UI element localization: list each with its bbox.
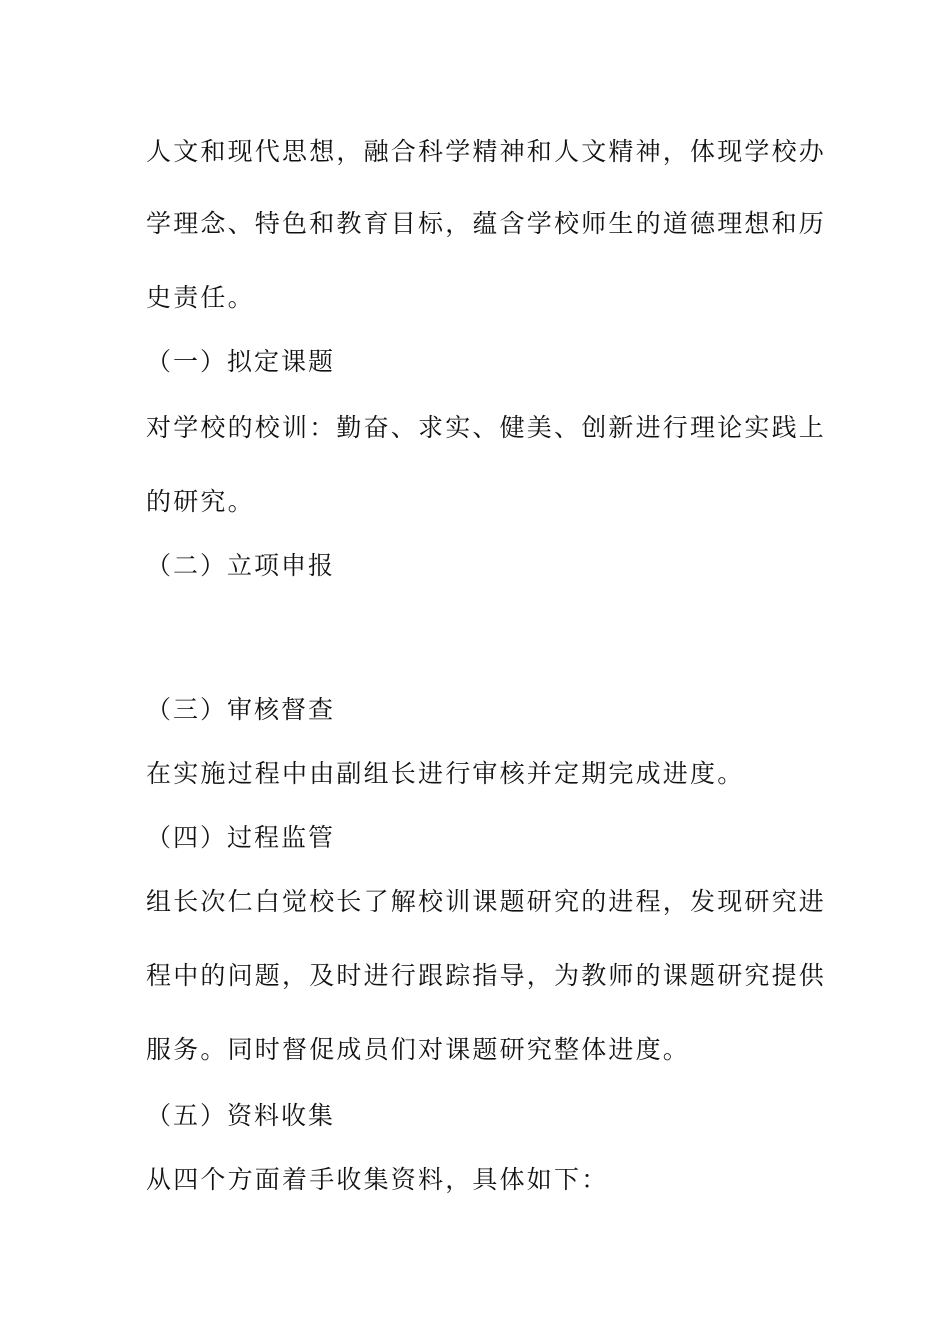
paragraph-line: 服务。同时督促成员们对课题研究整体进度。 — [146, 1035, 691, 1064]
paragraph-line: 对学校的校训：勤奋、求实、健美、创新进行理论实践上 — [146, 413, 827, 442]
paragraph-line: 史责任。 — [146, 283, 255, 312]
paragraph-line: 人文和现代思想，融合科学精神和人文精神，体现学校办 — [146, 137, 827, 166]
section-heading: （三）审核督查 — [146, 695, 336, 724]
paragraph-line: 组长次仁白觉校长了解校训课题研究的进程，发现研究进 — [146, 887, 827, 916]
paragraph-line: 从四个方面着手收集资料，具体如下： — [146, 1165, 609, 1194]
section-heading: （五）资料收集 — [146, 1101, 336, 1130]
section-heading: （四）过程监管 — [146, 823, 336, 852]
section-heading: （二）立项申报 — [146, 551, 336, 580]
paragraph-line: 在实施过程中由副组长进行审核并定期完成进度。 — [146, 759, 745, 788]
paragraph-line: 程中的问题，及时进行跟踪指导，为教师的课题研究提供 — [146, 961, 827, 990]
section-heading: （一）拟定课题 — [146, 347, 336, 376]
paragraph-line: 学理念、特色和教育目标，蕴含学校师生的道德理想和历 — [146, 209, 827, 238]
paragraph-line: 的研究。 — [146, 487, 255, 516]
